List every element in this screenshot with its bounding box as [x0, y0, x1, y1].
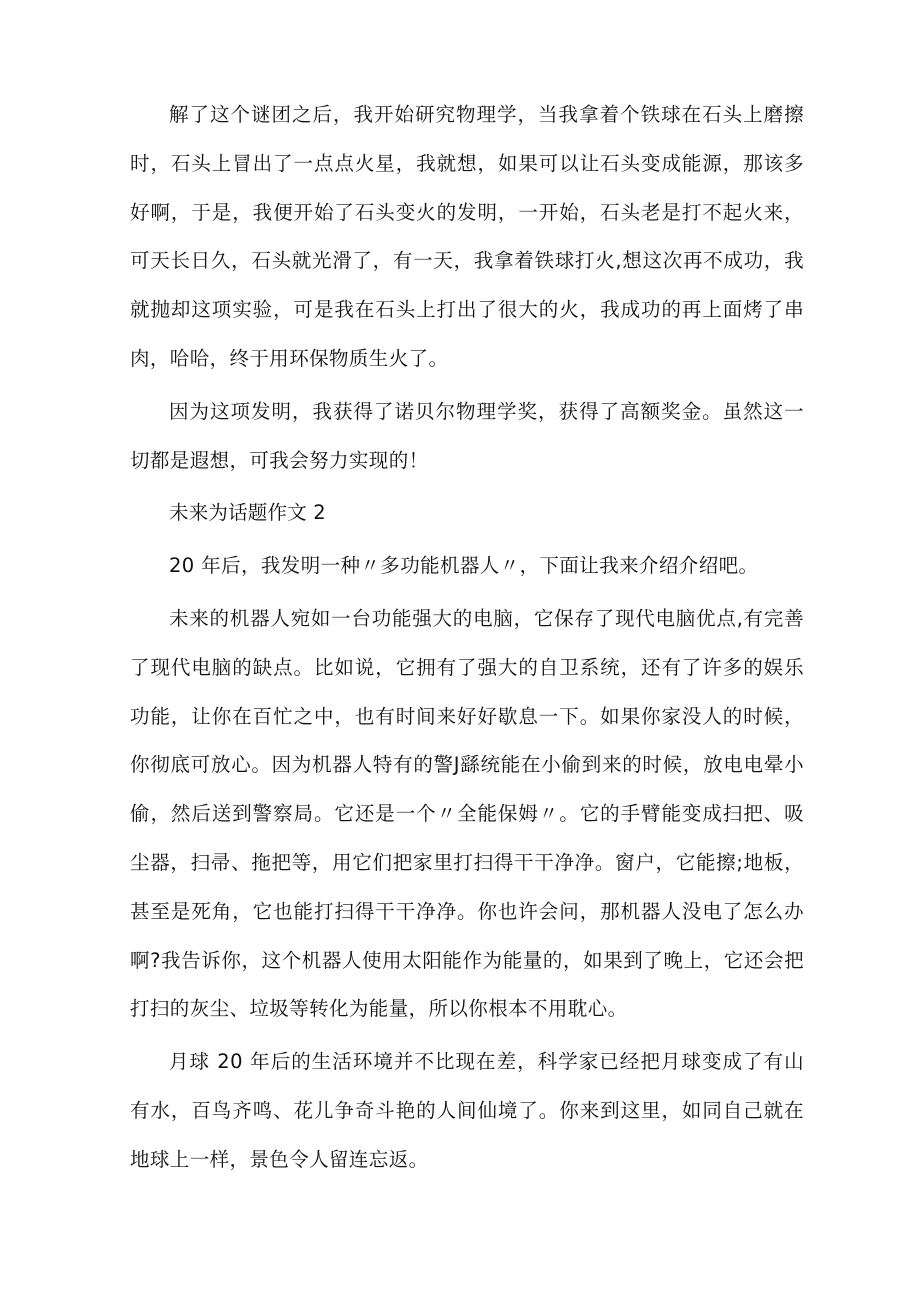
paragraph-robot-functions: 未来的机器人宛如一台功能强大的电脑，它保存了现代电脑优点,有完善了现代电脑的缺点。比如说，它拥有了强大的自卫系统，还有了许多的娱乐功能，让你在百忙之中，也有时间来好好歇息一下。如果你家没人的时候，你彻底可放心。因为机器人特有的警J繇统能在小偷到来的时候，放电电晕小偷，然后送到警察局。它还是一个〃全能保姆〃。它的手臂能变成扫把、吸尘器，扫帚、拖把等，用它们把家里打扫得干干净净。窗户，它能擦;地板，甚至是死角，它也能打扫得干干净净。你也许会问，那机器人没电了怎么办啊?我告诉你，这个机器人使用太阳能作为能量的，如果到了晚上，它还会把打扫的灰尘、垃圾等转化为能量，所以你根本不用耽心。 — [130, 606, 804, 1021]
section-title: 未来为话题作文 2 — [169, 501, 326, 525]
paragraph-robot-intro: 20 年后，我发明一种〃多功能机器人〃，下面让我来介绍介绍吧。 — [169, 554, 759, 578]
paragraph-moon-life: 月球 20 年后的生活环境并不比现在差，科学家已经把月球变成了有山有水，百鸟齐鸣、花儿争奇斗艳的人间仙境了。你来到这里，如同自己就在地球上一样，景色令人留连忘返。 — [130, 1050, 804, 1171]
paragraph-nobel-prize: 因为这项发明，我获得了诺贝尔物理学奖，获得了高额奖金。虽然这一切都是遐想，可我会努力实现的！ — [130, 399, 804, 472]
paragraph-stone-fire-invention: 解了这个谜团之后，我开始研究物理学，当我拿着个铁球在石头上磨擦时，石头上冒出了一点点火星，我就想，如果可以让石头变成能源，那该多好啊，于是，我便开始了石头变火的发明，一开始，石头老是打不起火来，可天长日久，石头就光滑了，有一天，我拿着铁球打火,想这次再不成功，我就抛却这项实验，可是我在石头上打出了很大的火，我成功的再上面烤了串肉，哈哈，终于用环保物质生火了。 — [130, 103, 804, 370]
